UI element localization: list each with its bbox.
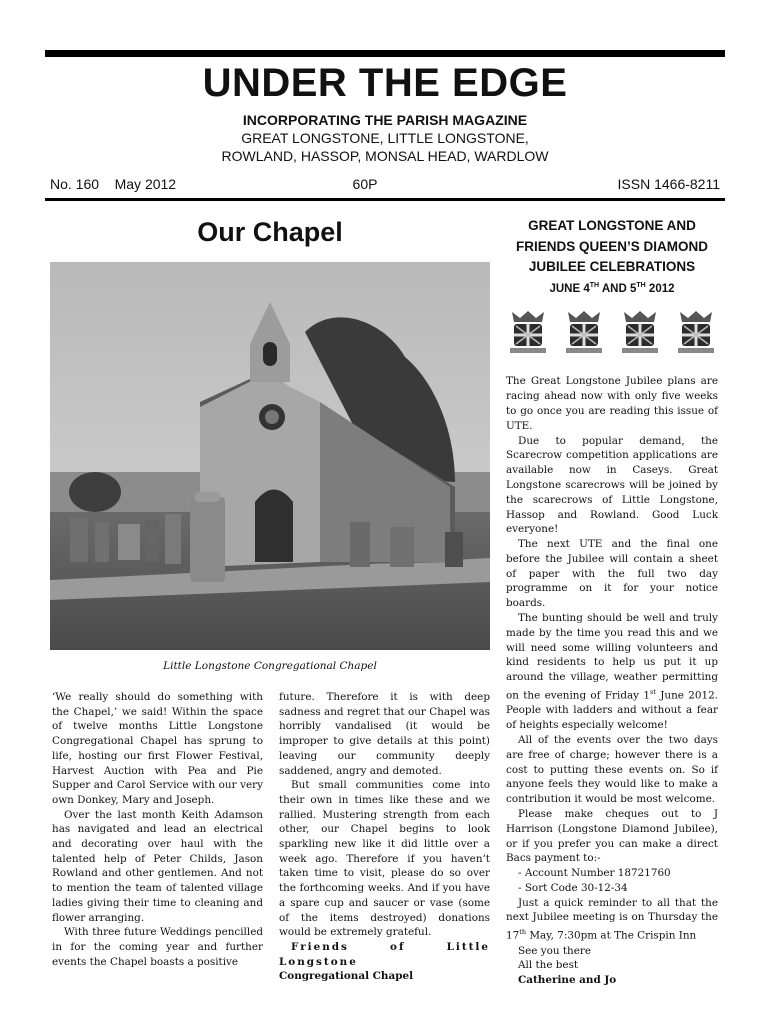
masthead bbox=[45, 60, 725, 165]
parish-places-line-1: GREAT LONGSTONE, LITTLE LONGSTONE, bbox=[241, 130, 529, 146]
magazine-subtitle: INCORPORATING THE PARISH MAGAZINE bbox=[242, 112, 528, 128]
article-column-2 bbox=[279, 690, 490, 984]
jubilee-paragraph: Please make cheques out to J Harrison (Longstone Diamond Jubilee), or if you prefer you can make a direct Bacs payment to:- bbox=[506, 807, 718, 865]
article-column-1 bbox=[52, 690, 263, 984]
chapel-photo bbox=[50, 262, 490, 650]
diamond-jubilee-logo-icon bbox=[506, 308, 550, 356]
article-signature-line-2: Congregational Chapel bbox=[279, 970, 414, 983]
jubilee-dates bbox=[506, 282, 718, 295]
article-signature-line-1: Friends of Little Longstone bbox=[279, 940, 490, 968]
article-paragraph: ‘We really should do something with the Chapel,’ we said! Within the space of twelve months Little Longstone Congregational Chapel has sprung to life, hosting our first Flower Festival, Harvest Auction with Pea and Pie Supper and Carol Service with our very own Donkey, Mary and Joseph. bbox=[52, 691, 263, 806]
issue-number: No. 160 bbox=[50, 176, 100, 192]
meeting-text-a: Just a quick reminder to all that the next Jubilee meeting is on Thursday the 17 bbox=[506, 896, 718, 942]
jubilee-bunting-text-b: June 2012. People with ladders and without a fear of heights especially welcome! bbox=[506, 689, 718, 732]
diamond-jubilee-logo-icon bbox=[618, 308, 662, 356]
jubilee-paragraph: The Great Longstone Jubilee plans are racing ahead now with only five weeks to go once you are reading this issue of UTE. bbox=[506, 375, 718, 432]
jubilee-bunting-text-a: The bunting should be well and truly made by the time you read this and we will need some willing volunteers and kind residents to help us put it up around the village, weather permitting on the evening of Friday 1 bbox=[506, 612, 718, 702]
jubilee-date-end: 2012 bbox=[645, 282, 675, 295]
jubilee-paragraph bbox=[506, 611, 718, 733]
jubilee-date-a-suffix: TH bbox=[589, 281, 600, 289]
jubilee-paragraph: The next UTE and the final one before the Jubilee will contain a sheet of paper with the full two day programme on it for your notice boards. bbox=[506, 538, 718, 610]
jubilee-body bbox=[506, 374, 718, 988]
parish-places-line-2: ROWLAND, HASSOP, MONSAL HEAD, WARDLOW bbox=[221, 148, 549, 164]
issue-info-line bbox=[50, 176, 720, 192]
jubilee-date-mid: AND 5 bbox=[599, 282, 637, 295]
diamond-jubilee-logo-icon bbox=[562, 308, 606, 356]
issue-date: May 2012 bbox=[114, 176, 177, 192]
jubilee-signature: Catherine and Jo bbox=[518, 974, 617, 987]
jubilee-logos bbox=[506, 308, 718, 356]
issn: ISSN 1466-8211 bbox=[617, 176, 720, 192]
photo-caption: Little Longstone Congregational Chapel bbox=[163, 660, 377, 672]
top-rule bbox=[45, 50, 725, 57]
jubilee-title: GREAT LONGSTONE AND FRIENDS QUEEN’S DIAMOND JUBILEE CELEBRATIONS bbox=[515, 218, 708, 274]
closing-line: See you there bbox=[518, 944, 591, 957]
article-paragraph: future. Therefore it is with deep sadness and regret that our Chapel was horribly vandalised (it would be improper to give details at this point) leaving our community deeply saddened, angry and demoted. bbox=[279, 691, 490, 777]
closing-line: All the best bbox=[518, 959, 579, 972]
jubilee-paragraph: Due to popular demand, the Scarecrow competition applications are available now in Caseys. Great Longstone scarecrows will be joined by the scarecrows of Little Longstone, Hassop and Rowland. Good Luck everyone! bbox=[506, 434, 718, 536]
account-number: - Account Number 18721760 bbox=[518, 867, 671, 880]
jubilee-article bbox=[506, 216, 718, 988]
magazine-title: UNDER THE EDGE bbox=[202, 61, 568, 105]
article-paragraph: Over the last month Keith Adamson has navigated and lead an electrical and decorating over haul with the talented help of Peter Childs, Jason Rowland and other gentlemen. And not to mention the team of talented village ladies giving their time to cleaning and flower arranging. bbox=[52, 808, 263, 924]
article-paragraph: But small communities come into their own in times like these and we rallied. Mustering strength from each other, our Chapel begins to look sparkling new like it did little over a week ago. Therefore if you haven’t taken time to visit, please do so over the forthcoming weeks. And if you have a spare cup and saucer or vase (some of the items destroyed) donations would be extremely grateful. bbox=[279, 779, 490, 939]
header-rule bbox=[45, 198, 725, 201]
jubilee-bunting-suffix: st bbox=[649, 688, 656, 697]
jubilee-paragraph bbox=[506, 896, 718, 944]
chapel-article-body bbox=[52, 690, 490, 984]
jubilee-date-b-suffix: TH bbox=[636, 281, 646, 289]
chapel-article bbox=[50, 212, 490, 672]
article-title: Our Chapel bbox=[197, 217, 343, 247]
jubilee-date-a: JUNE 4 bbox=[549, 282, 590, 295]
sort-code: - Sort Code 30-12-34 bbox=[518, 881, 628, 894]
jubilee-paragraph: All of the events over the two days are free of charge; however there is a cost to putting these events on. So if anyone feels they would like to make a contribution it would be most welcome. bbox=[506, 733, 718, 806]
diamond-jubilee-logo-icon bbox=[674, 308, 718, 356]
issue-price: 60P bbox=[352, 176, 378, 192]
meeting-date-suffix: th bbox=[519, 928, 527, 937]
meeting-text-b: May, 7:30pm at The Crispin Inn bbox=[526, 929, 697, 942]
article-paragraph: With three future Weddings pencilled in for the coming year and further events the Chapel boasts a positive bbox=[52, 926, 263, 968]
